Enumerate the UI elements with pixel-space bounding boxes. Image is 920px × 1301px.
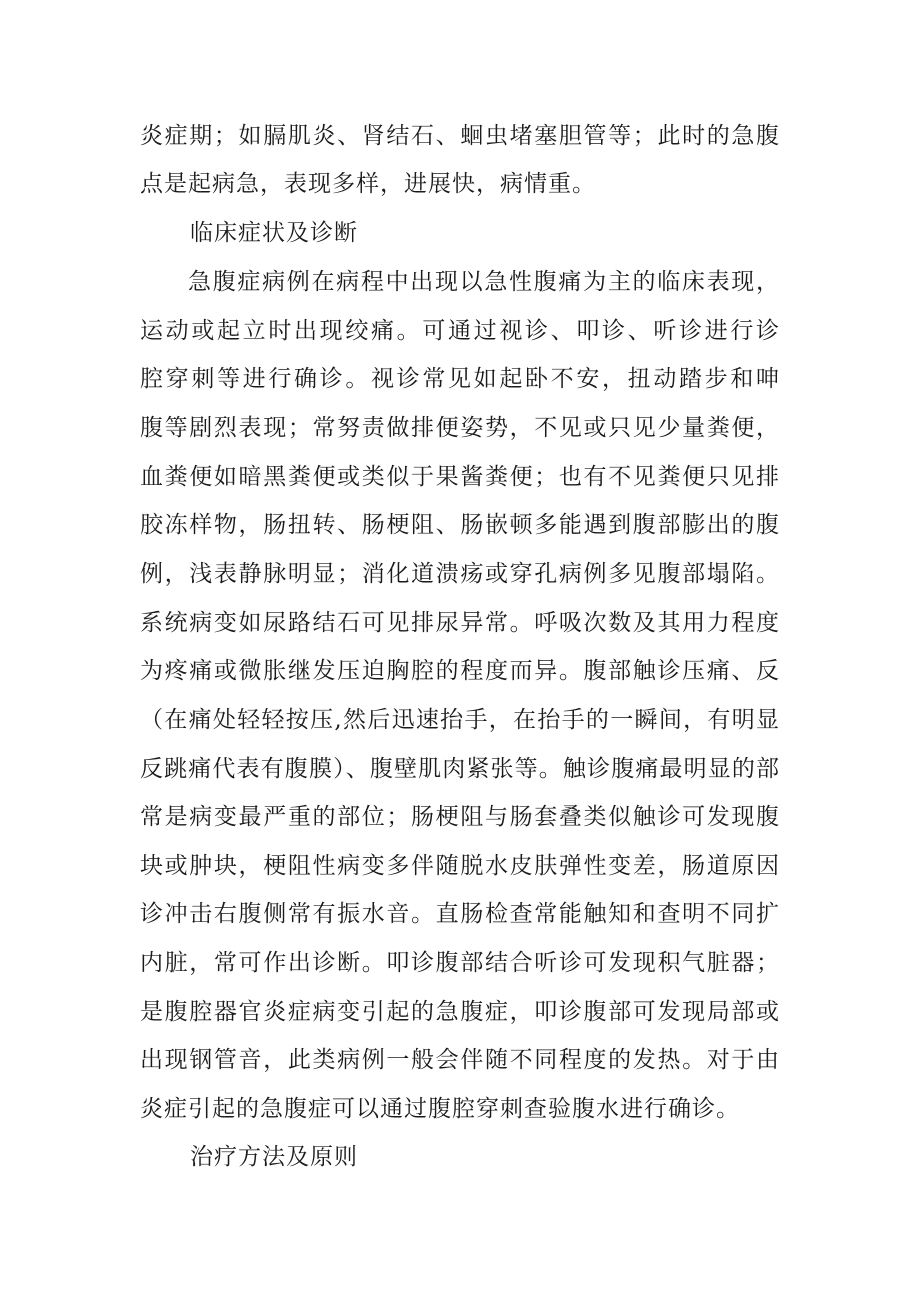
paragraph-line: 血粪便如暗黑粪便或类似于果酱粪便；也有不见粪便只见排 [140,464,780,490]
section-heading-treatment: 治疗方法及原则 [190,1144,358,1170]
paragraph-line: 诊冲击右腹侧常有振水音。直肠检查常能触知和查明不同扩 [140,901,780,927]
paragraph-line: 系统病变如尿路结石可见排尿异常。呼吸次数及其用力程度 [140,610,780,636]
paragraph-line: 腔穿刺等进行确诊。视诊常见如起卧不安，扭动踏步和呻 [140,366,780,392]
paragraph-line: 常是病变最严重的部位；肠梗阻与肠套叠类似触诊可发现腹 [140,804,780,830]
paragraph-line: 胶冻样物，肠扭转、肠梗阻、肠嵌顿多能遇到腹部膨出的腹 [140,512,780,538]
paragraph-line: 点是起病急，表现多样，进展快，病情重。 [140,171,596,197]
paragraph-line: 是腹腔器官炎症病变引起的急腹症，叩诊腹部可发现局部或 [140,999,780,1025]
paragraph-line: 块或肿块，梗阻性病变多伴随脱水皮肤弹性变差，肠道原因 [140,853,780,879]
paragraph-line: 内脏，常可作出诊断。叩诊腹部结合听诊可发现积气脏器； [140,950,780,976]
paragraph-line: （在痛处轻轻按压,然后迅速抬手，在抬手的一瞬间，有明显 [140,707,780,733]
paragraph-line: 腹等剧烈表现；常努责做排便姿势，不见或只见少量粪便， [140,415,780,441]
paragraph-line: 出现钢管音，此类病例一般会伴随不同程度的发热。对于由 [140,1047,780,1073]
paragraph-line: 炎症引起的急腹症可以通过腹腔穿刺查验腹水进行确诊。 [140,1096,740,1122]
section-heading-symptoms: 临床症状及诊断 [190,220,358,246]
paragraph-line: 炎症期；如膈肌炎、肾结石、蛔虫堵塞胆管等；此时的急腹 [140,123,780,149]
paragraph-line: 反跳痛代表有腹膜）、腹壁肌肉紧张等。触诊腹痛最明显的部 [140,756,780,782]
paragraph-line: 例，浅表静脉明显；消化道溃疡或穿孔病例多见腹部塌陷。 [140,561,780,587]
paragraph-line: 运动或起立时出现绞痛。可通过视诊、叩诊、听诊进行诊 [140,318,780,344]
paragraph-line: 急腹症病例在病程中出现以急性腹痛为主的临床表现， [188,269,780,295]
paragraph-line: 为疼痛或微胀继发压迫胸腔的程度而异。腹部触诊压痛、反 [140,658,780,684]
